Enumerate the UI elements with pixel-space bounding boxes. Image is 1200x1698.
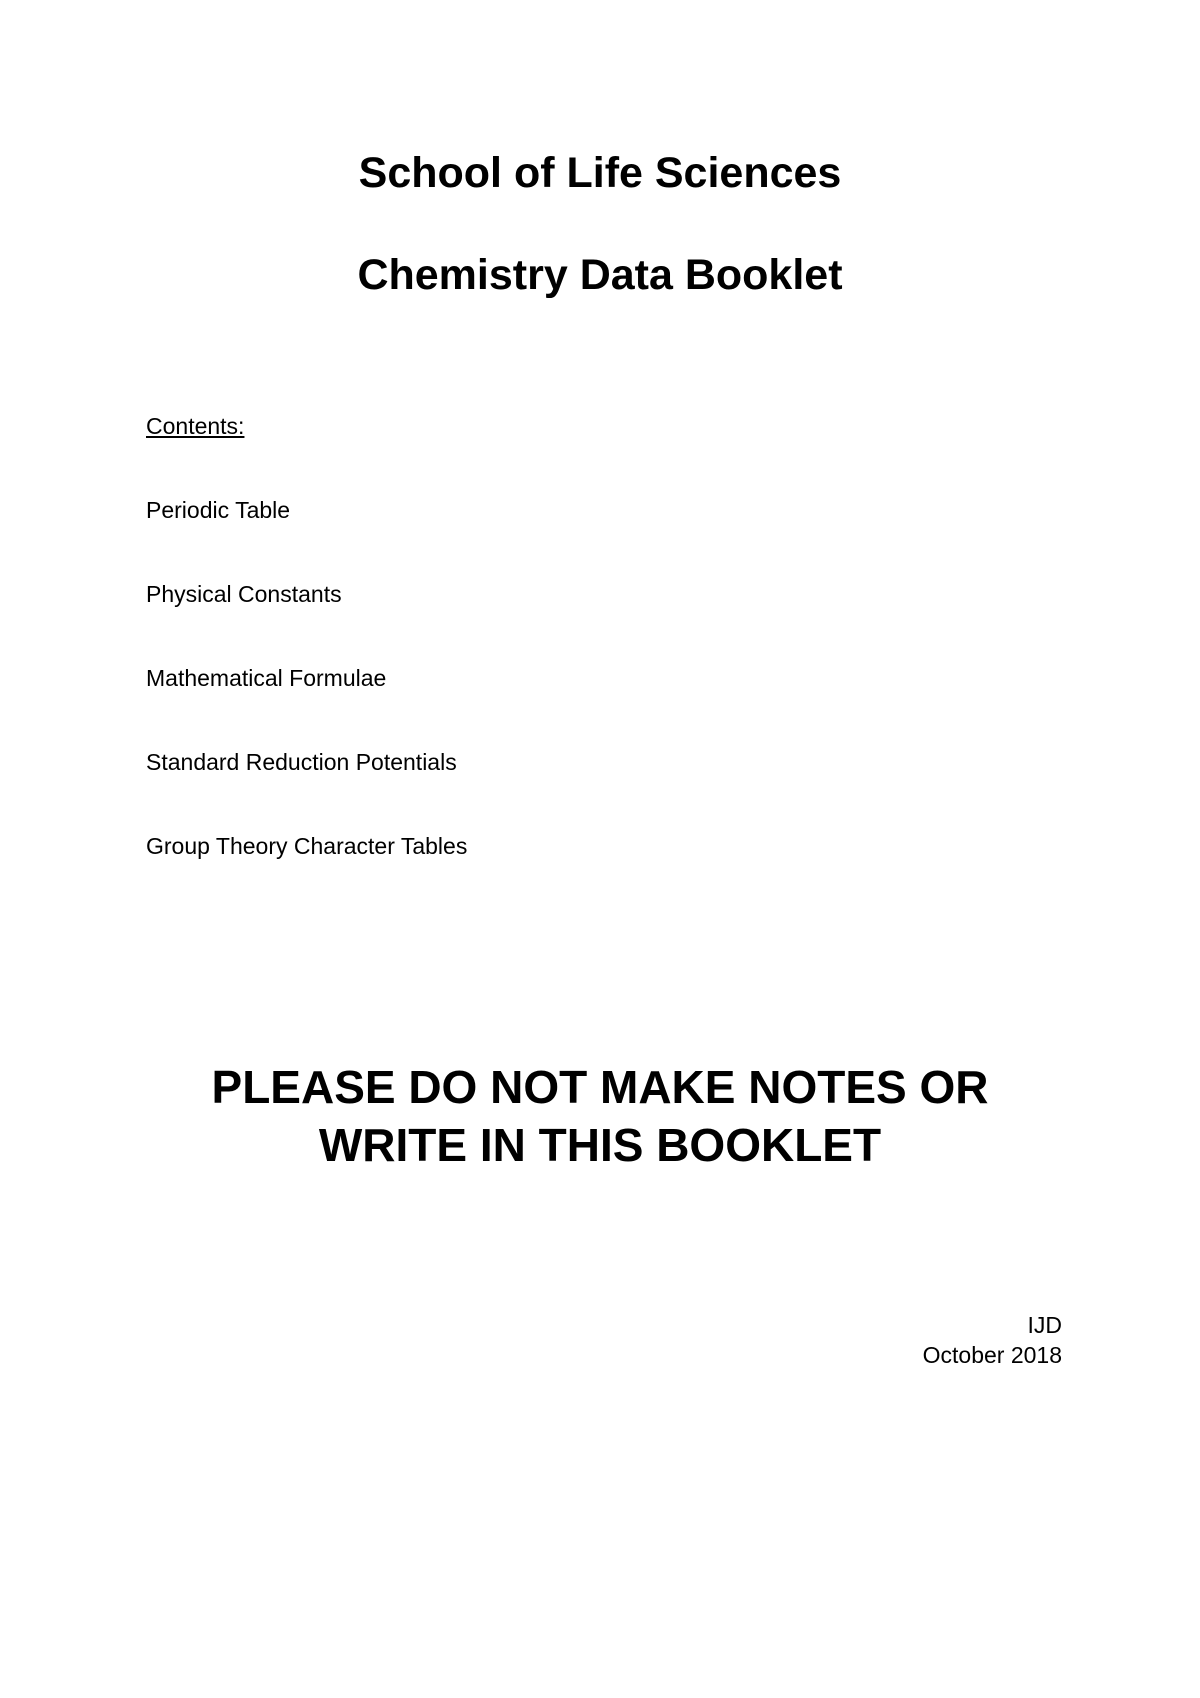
- publication-date: October 2018: [922, 1342, 1062, 1368]
- signoff: [923, 1310, 1062, 1370]
- page-subtitle: Chemistry Data Booklet: [357, 251, 843, 299]
- warning-notice: [0, 1058, 1200, 1174]
- warning-line: PLEASE DO NOT MAKE NOTES OR: [211, 1061, 989, 1113]
- contents-heading: Contents:: [146, 413, 245, 439]
- contents-item: Physical Constants: [146, 581, 342, 607]
- contents-section: [146, 412, 467, 860]
- contents-item: Periodic Table: [146, 497, 291, 523]
- contents-item: Mathematical Formulae: [146, 665, 387, 691]
- author-initials: IJD: [1027, 1312, 1062, 1338]
- contents-item: Standard Reduction Potentials: [146, 749, 457, 775]
- contents-list: [146, 496, 467, 860]
- warning-line: WRITE IN THIS BOOKLET: [318, 1119, 882, 1171]
- page-title: School of Life Sciences: [358, 149, 842, 197]
- contents-item: Group Theory Character Tables: [146, 833, 468, 859]
